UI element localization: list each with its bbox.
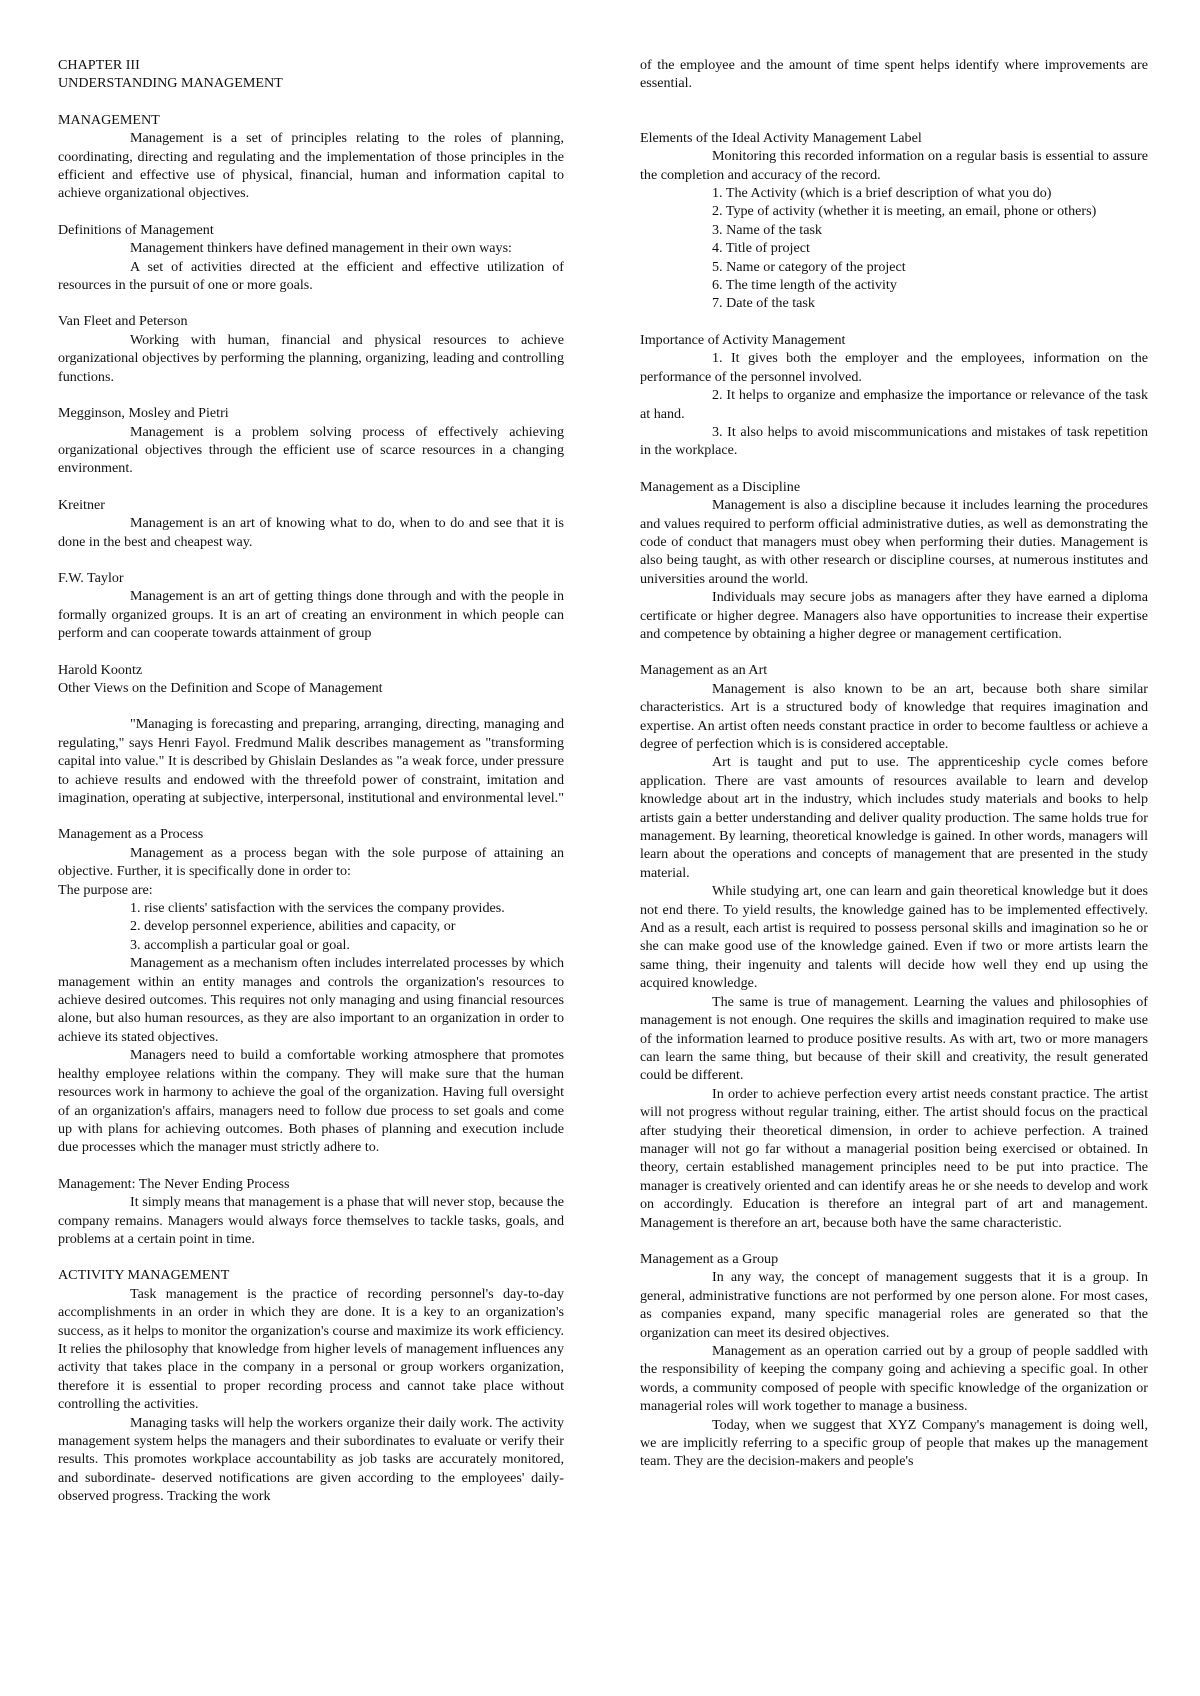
list-item: 6. The time length of the activity	[712, 277, 897, 294]
list-item: 2. It helps to organize and emphasize the importance or relevance of the task at hand.	[640, 387, 1148, 422]
purpose-label: The purpose are:	[58, 881, 153, 898]
paragraph: Management as an operation carried out by a group of people saddled with the responsibility of keeping the company going and achieving a specific goal. In other words, a community composed of people with specific knowledge of the organization or managerial roles will work together to manage a business.	[640, 1343, 1148, 1415]
paragraph: Management is an art of knowing what to do, when to do and see that it is done in the best and cheapest way.	[58, 515, 564, 550]
paragraph: Management is an art of getting things done through and with the people in formally organized groups. It is an art of creating an environment in which people can perform and can cooperate towards attainment of group	[58, 588, 564, 642]
paragraph: Monitoring this recorded information on a regular basis is essential to assure the completion and accuracy of the record.	[640, 148, 1148, 183]
paragraph: The same is true of management. Learning the values and philosophies of management is not enough. One requires the skills and imagination required to make use of the information learned to produce positive results. As with art, two or more managers can learn the same thing, but because of their skill and creativity, the result generated could be different.	[640, 993, 1148, 1084]
paragraph: Managing tasks will help the workers organize their daily work. The activity management system helps the managers and their subordinates to evaluate or verify their results. This promotes workplace accountability as job tasks are accurately monitored, and subordinate- deserved notifications are given according to the employees' daily-observed progress. Tracking the work	[58, 1414, 564, 1505]
list-item: 7. Date of the task	[712, 295, 815, 312]
paragraph: Individuals may secure jobs as managers after they have earned a diploma certificate or higher degree. Managers also have opportunities to increase their expertise and competence by obtaining a higher degree or management certification.	[640, 589, 1148, 642]
subheading-process: Management as a Process	[58, 826, 204, 843]
list-item: 3. It also helps to avoid miscommunications and mistakes of task repetition in the workplace.	[640, 423, 1148, 459]
list-item: 2. Type of activity (whether it is meeting, an email, phone or others)	[712, 203, 1097, 220]
paragraph: In order to achieve perfection every artist needs constant practice. The artist will not progress without regular training, either. The artist should focus on the practical after studying their theoretical dimension, in order to achieve perfection. A trained manager will not go far without a managerial position being exercised or obtained. In theory, certain established management principles need to be put into practice. The manager is creatively oriented and can identify areas he or she needs to develop and work on accordingly. Education is therefore an integral part of art and management. Management is therefore an art, because both have the same characteristic.	[640, 1085, 1148, 1231]
subheading-megginson: Megginson, Mosley and Pietri	[58, 405, 229, 422]
paragraph: Management is also known to be an art, because both share similar characteristics. Art is a structured body of knowledge that requires imagination and expertise. An artist often needs constant practice in order to become faultless or achieve a degree of perfection which is is considered acceptable.	[640, 680, 1148, 752]
right-column	[640, 56, 1148, 1471]
paragraph: Management is also a discipline because it includes learning the procedures and values required to perform official administrative duties, as well as demonstrating the code of conduct that managers must obey when performing their duties. Management is also being taught, as with other research or discipline courses, at numerous institutes and universities around the world.	[640, 497, 1148, 587]
paragraph: Management as a mechanism often includes interrelated processes by which management within an entity manages and controls the organization's resources to achieve desired outcomes. This requires not only managing and using financial resources alone, but also human resources, as they are also important to an organization in order to achieve its stated objectives.	[58, 955, 564, 1045]
section-heading-management: MANAGEMENT	[58, 111, 160, 128]
paragraph: Managers need to build a comfortable working atmosphere that promotes healthy employee relations within the company. They will make sure that the human resources work in harmony to achieve the goal of the organization. Having full oversight of an organization's affairs, managers need to follow due process to set goals and come up with plans for achieving outcomes. Both phases of planning and execution include due processes which the manager must strictly adhere to.	[58, 1047, 564, 1156]
paragraph: Management as a process began with the sole purpose of attaining an objective. Further, it is specifically done in order to:	[58, 844, 564, 880]
paragraph: Art is taught and put to use. The apprenticeship cycle comes before application. There are vast amounts of resources available to learn and develop knowledge about art in the industry, which includes study materials and books to help artists gain a better understanding and deliver quality production. The same holds true for management. By learning, theoretical knowledge is gained. In other words, managers will learn about the operations and concepts of management that are presented in the study material.	[640, 754, 1148, 881]
paragraph: In any way, the concept of management suggests that it is a group. In general, administrative functions are not performed by one person alone. For most cases, as companies expand, many specific managerial roles are generated so that the organization can meet its desired objectives.	[640, 1269, 1148, 1341]
subheading-koontz: Harold Koontz	[58, 661, 143, 678]
list-item: 5. Name or category of the project	[712, 258, 906, 275]
paragraph: A set of activities directed at the efficient and effective utilization of resources in the pursuit of one or more goals.	[58, 258, 564, 294]
subheading-definitions: Definitions of Management	[58, 221, 214, 238]
subheading-never-ending: Management: The Never Ending Process	[58, 1175, 290, 1192]
subheading-group: Management as a Group	[640, 1250, 779, 1267]
list-item: 1. The Activity (which is a brief description of what you do)	[712, 185, 1052, 202]
subheading-elements: Elements of the Ideal Activity Management Label	[640, 129, 922, 146]
left-column	[58, 56, 564, 1506]
paragraph: It simply means that management is a phase that will never stop, because the company remains. Managers would always force themselves to tackle tasks, goals, and problems at a certain point in time.	[58, 1194, 564, 1247]
subheading-art: Management as an Art	[640, 662, 768, 679]
paragraph: Working with human, financial and physical resources to achieve organizational objectives by performing the planning, organizing, leading and controlling functions.	[58, 331, 564, 385]
subheading-kreitner: Kreitner	[58, 496, 105, 513]
subheading-importance: Importance of Activity Management	[640, 331, 846, 348]
chapter-number: CHAPTER III	[58, 57, 140, 73]
chapter-title: UNDERSTANDING MANAGEMENT	[58, 75, 283, 92]
section-heading-activity: ACTIVITY MANAGEMENT	[58, 1267, 230, 1284]
list-item: 4. Title of project	[712, 240, 810, 257]
subheading-taylor: F.W. Taylor	[58, 569, 124, 586]
list-item: 3. Name of the task	[712, 221, 822, 238]
paragraph: Task management is the practice of recording personnel's day-to-day accomplishments in an order in which they are done. It is a key to an organization's success, as it helps to monitor the organization's course and maximize its work efficiency. It relies the philosophy that knowledge from higher levels of management influences any activity that takes place in the company in a personal or group workers organization, therefore it is essential to proper recording process and cannot take place without controlling the activities.	[58, 1285, 564, 1413]
paragraph: While studying art, one can learn and gain theoretical knowledge but it does not end there. To yield results, the knowledge gained has to be implemented effectively. And as a result, each artist is required to possess personal skills and imagination so he or she can make good use of the knowledge gained. Even if two or more artists learn the same thing, their ingenuity and talents will decide how well they end up using the acquired knowledge.	[640, 883, 1148, 992]
paragraph: Today, when we suggest that XYZ Company's management is doing well, we are implicitly referring to a specific group of people that makes up the management team. They are the decision-makers and people's	[640, 1416, 1148, 1470]
paragraph: Management is a set of principles relating to the roles of planning, coordinating, directing and regulating and the implementation of those principles in the efficient and effective use of physical, financial, human and information capital to achieve organizational objectives.	[58, 130, 564, 202]
paragraph: Management thinkers have defined management in their own ways:	[130, 240, 512, 257]
subheading-discipline: Management as a Discipline	[640, 478, 801, 495]
list-item: 1. It gives both the employer and the employees, information on the performance of the personnel involved.	[640, 350, 1148, 385]
paragraph: Management is a problem solving process of effectively achieving organizational objectives through the efficient use of scarce resources in a changing environment.	[58, 423, 564, 477]
subheading-other-views: Other Views on the Definition and Scope of Management	[58, 679, 383, 696]
paragraph-continued: of the employee and the amount of time spent helps identify where improvements are essential.	[640, 57, 1148, 92]
list-item: 1. rise clients' satisfaction with the services the company provides.	[130, 900, 505, 917]
list-item: 2. develop personnel experience, abilities and capacity, or	[130, 918, 456, 935]
paragraph: "Managing is forecasting and preparing, arranging, directing, managing and regulating," says Henri Fayol. Fredmund Malik describes management as "transforming capital into value." It is described by Ghislain Deslandes as "a weak force, under pressure to achieve results and endowed with the threefold power of constraint, imitation and imagination, operating at subjective, interpersonal, institutional and environmental level."	[58, 716, 564, 806]
subheading-van-fleet: Van Fleet and Peterson	[58, 313, 188, 330]
list-item: 3. accomplish a particular goal or goal.	[130, 936, 350, 953]
